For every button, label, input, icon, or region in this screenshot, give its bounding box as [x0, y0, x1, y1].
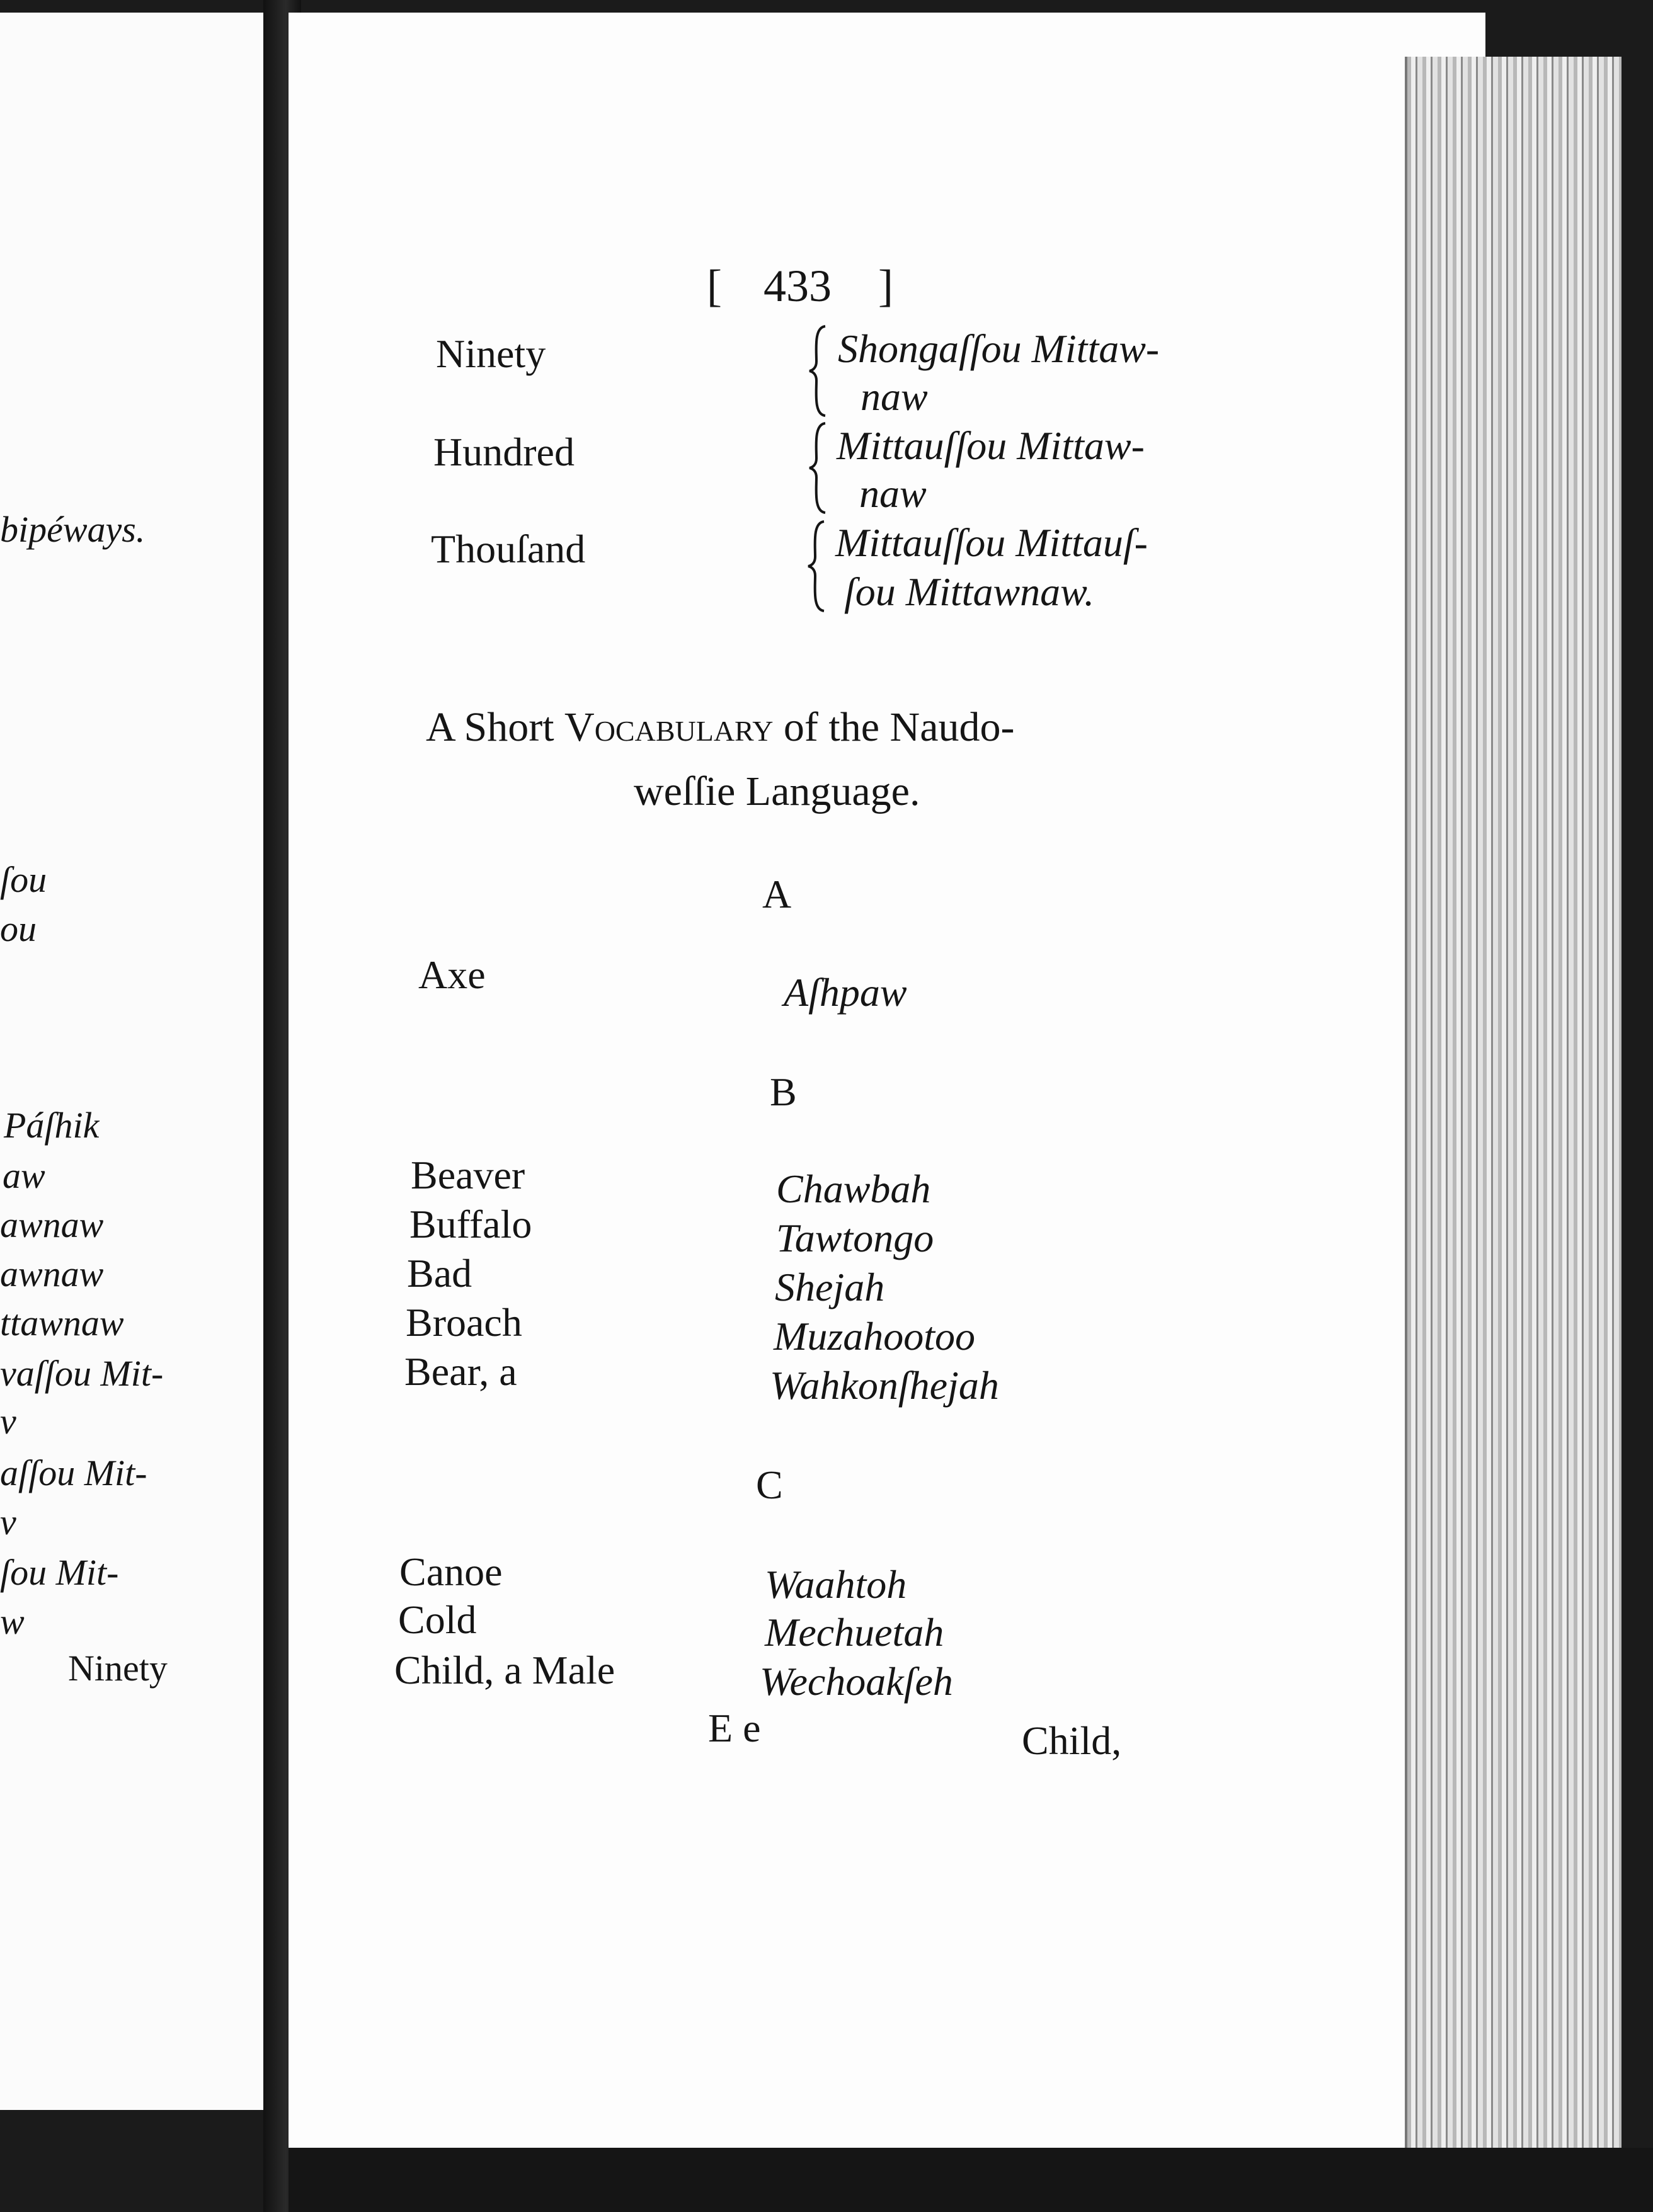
entry-naudowessie: Shejah	[775, 1265, 885, 1309]
catchword: Child,	[1022, 1718, 1122, 1763]
left-fragment: ttawnaw	[0, 1303, 124, 1343]
number-chippeway: naw	[861, 374, 928, 419]
brace-icon	[808, 421, 829, 515]
page-number: 433	[763, 261, 832, 311]
entry-english: Canoe	[399, 1549, 503, 1594]
page-edges	[1405, 57, 1622, 2154]
entry-english: Broach	[406, 1300, 522, 1345]
bracket-open: [	[707, 261, 722, 311]
left-fragment: awnaw	[0, 1253, 104, 1294]
entry-naudowessie: Tawtongo	[776, 1216, 934, 1260]
entry-naudowessie: Waahtoh	[765, 1562, 907, 1607]
entry-english: Cold	[398, 1597, 477, 1642]
signature-mark: E e	[708, 1706, 761, 1750]
left-fragment: aſſou Mit-	[0, 1452, 147, 1493]
entry-english: Buffalo	[409, 1202, 532, 1246]
left-fragment: v	[0, 1401, 16, 1442]
vocabulary-heading: A Short Vocabulary of the Naudo-	[426, 704, 1015, 750]
left-fragment: v	[0, 1502, 16, 1542]
left-fragment: vaſſou Mit-	[0, 1353, 164, 1394]
left-fragment: aw	[3, 1155, 45, 1196]
left-fragment: ſou	[0, 859, 47, 900]
left-fragment: ſou Mit-	[0, 1552, 119, 1593]
entry-english: Child, a Male	[394, 1648, 615, 1692]
brace-icon	[808, 324, 829, 418]
left-fragment: ou	[0, 908, 37, 949]
bracket-close: ]	[878, 261, 893, 311]
section-letter: C	[756, 1462, 783, 1507]
left-fragment: awnaw	[0, 1204, 104, 1245]
section-letter: A	[762, 872, 792, 916]
entry-english: Bad	[407, 1251, 472, 1296]
number-english: Hundred	[433, 430, 575, 474]
number-chippeway: naw	[859, 471, 927, 516]
left-fragment: bipéways.	[0, 509, 146, 550]
vocabulary-heading-line2: weſſie Language.	[634, 768, 920, 814]
entry-naudowessie: Aſhpaw	[784, 970, 907, 1015]
left-catchword: Ninety	[68, 1648, 168, 1689]
entry-naudowessie: Mechuetah	[765, 1610, 944, 1655]
entry-naudowessie: Wahkonſhejah	[770, 1363, 999, 1408]
entry-english: Axe	[418, 952, 486, 997]
bottom-shadow	[289, 2148, 1653, 2212]
brace-icon	[806, 519, 828, 613]
entry-naudowessie: Chawbah	[776, 1166, 931, 1211]
number-chippeway: ſou Mittawnaw.	[844, 569, 1095, 614]
page-header	[707, 263, 893, 309]
entry-naudowessie: Muzahootoo	[774, 1314, 975, 1359]
number-chippeway: Mittauſſou Mittauſ-	[835, 520, 1148, 565]
left-fragment: Páſhik	[4, 1105, 100, 1146]
entry-english: Bear, a	[404, 1349, 517, 1394]
facing-page	[0, 13, 263, 2110]
left-fragment: w	[0, 1601, 25, 1642]
entry-naudowessie: Wechoakſeh	[760, 1659, 953, 1704]
number-english: Ninety	[436, 331, 546, 376]
number-chippeway: Mittauſſou Mittaw-	[837, 423, 1145, 468]
section-letter: B	[770, 1069, 797, 1114]
number-chippeway: Shongaſſou Mittaw-	[838, 326, 1160, 371]
number-english: Thouſand	[431, 527, 586, 571]
entry-english: Beaver	[411, 1153, 525, 1197]
